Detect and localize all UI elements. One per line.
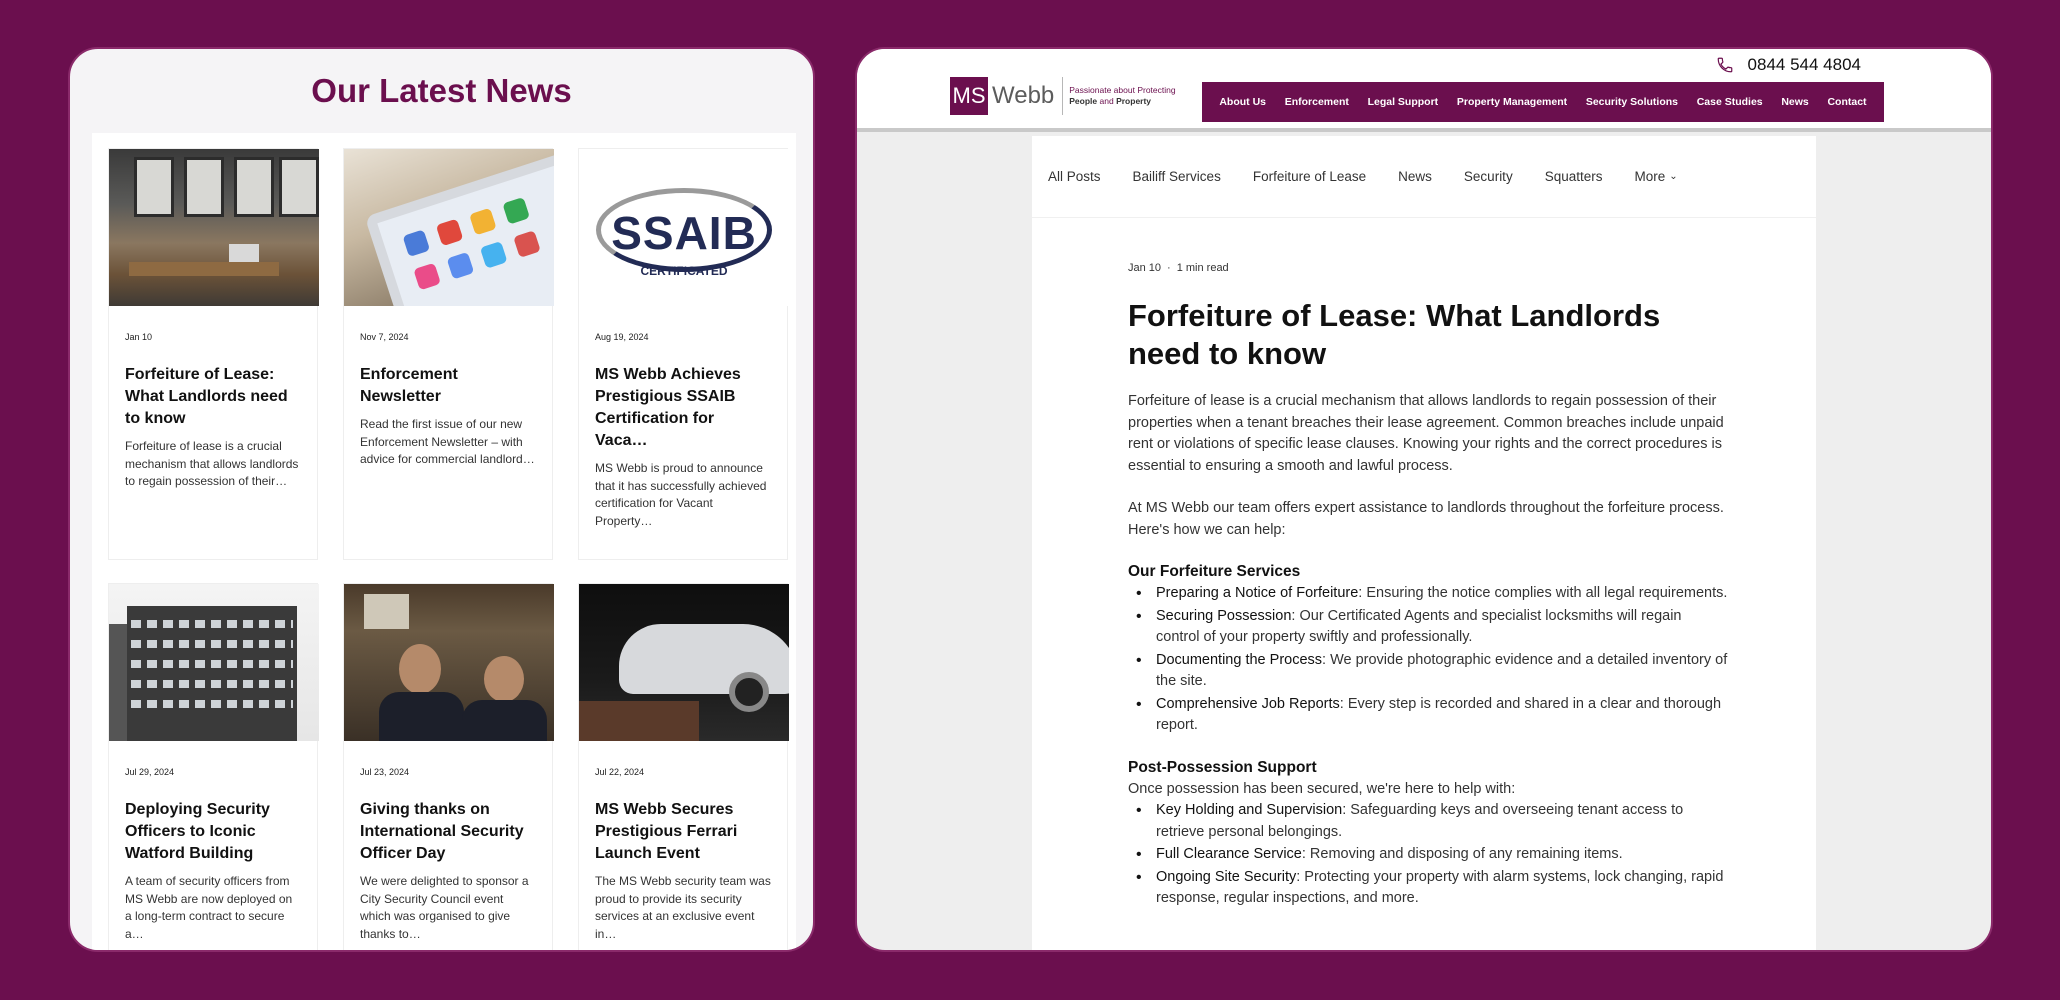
news-card-date: Jul 29, 2024	[125, 767, 175, 777]
tablet-newsletter-photo[interactable]	[344, 149, 554, 306]
news-card-date: Aug 19, 2024	[595, 332, 649, 342]
tagline-and: and	[1099, 96, 1114, 106]
list-item	[1128, 583, 1728, 605]
news-card-title[interactable]: Deploying Security Officers to Iconic Watford Building	[125, 801, 270, 862]
phone-number[interactable]: 0844 544 4804	[1747, 55, 1861, 74]
category-bar	[1032, 136, 1816, 218]
list-item	[1128, 867, 1728, 910]
logo-tagline	[1069, 85, 1175, 107]
office-photo[interactable]	[109, 149, 319, 306]
logo-divider	[1062, 77, 1063, 115]
news-card-date: Jul 22, 2024	[595, 767, 645, 777]
blog-post-panel	[855, 47, 1993, 952]
list-item-bold: Key Holding and Supervision	[1156, 802, 1343, 818]
news-card-excerpt: MS Webb is proud to announce that it has successfully achieved certification for Vacant Property…	[595, 461, 767, 528]
news-card-date: Jul 23, 2024	[360, 767, 410, 777]
news-card-excerpt: The MS Webb security team was proud to provide its security services at an exclusive event in…	[595, 874, 771, 941]
logo-tagline-line2	[1069, 96, 1175, 107]
section-heading-services: Our Forfeiture Services	[1128, 563, 1301, 580]
nav-news[interactable]: News	[1781, 96, 1809, 108]
tagline-people: People	[1069, 96, 1098, 106]
phone-icon	[1716, 56, 1734, 74]
news-card[interactable]	[343, 583, 553, 952]
post-help-paragraph: At MS Webb our team offers expert assistance to landlords throughout the forfeiture process. Here's how we can help:	[1128, 500, 1724, 538]
meta-separator: ·	[1167, 262, 1171, 274]
list-item-text: : Every step is recorded and shared in a clear and thorough report.	[1156, 695, 1722, 733]
latest-news-heading: Our Latest News	[311, 72, 572, 109]
list-item	[1128, 800, 1728, 843]
nav-contact[interactable]: Contact	[1827, 96, 1867, 108]
nav-case-studies[interactable]: Case Studies	[1696, 96, 1763, 108]
support-list	[1128, 800, 1728, 910]
news-card-title[interactable]: Giving thanks on International Security Officer Day	[360, 801, 524, 862]
news-card-title[interactable]: MS Webb Secures Prestigious Ferrari Launch Event	[595, 801, 738, 862]
ms-webb-logo[interactable]	[950, 77, 1176, 115]
list-item-text: : Removing and disposing of any remaining items.	[1301, 846, 1623, 862]
news-card[interactable]	[108, 583, 318, 952]
list-item-bold: Documenting the Process	[1156, 651, 1323, 668]
nav-legal-support[interactable]: Legal Support	[1367, 96, 1439, 108]
list-item	[1128, 606, 1728, 649]
list-item-text: : Ensuring the notice complies with all legal requirements.	[1358, 585, 1728, 601]
list-item-bold: Ongoing Site Security	[1156, 868, 1297, 885]
services-list	[1128, 583, 1728, 737]
news-card[interactable]	[343, 148, 553, 560]
list-item-bold: Securing Possession	[1156, 607, 1292, 624]
tagline-property: Property	[1116, 96, 1152, 106]
category-squatters[interactable]: Squatters	[1544, 169, 1603, 184]
blog-article	[1128, 262, 1728, 911]
chevron-down-icon: ⌄	[1669, 171, 1678, 182]
list-item-text: : Safeguarding keys and overseeing tenant access to retrieve personal belongings.	[1156, 802, 1684, 840]
logo-ms: MS	[950, 77, 988, 115]
logo-tagline-line1: Passionate about Protecting	[1069, 85, 1176, 95]
ssaib-certified-text: CERTIFICATED	[640, 263, 728, 278]
site-header	[857, 49, 1991, 132]
latest-news-panel	[68, 47, 815, 952]
list-item-bold: Comprehensive Job Reports	[1156, 695, 1340, 712]
news-card[interactable]	[108, 148, 318, 560]
list-item	[1128, 650, 1728, 693]
news-card-title[interactable]: Enforcement Newsletter	[360, 366, 458, 405]
category-forfeiture-of-lease[interactable]: Forfeiture of Lease	[1252, 169, 1367, 184]
post-meta	[1128, 262, 1728, 280]
list-item-text: : Our Certificated Agents and specialist locksmiths will regain control of your property swiftly and professionally.	[1156, 607, 1682, 645]
post-read-time: 1 min read	[1176, 262, 1229, 274]
news-card-date: Nov 7, 2024	[360, 332, 409, 342]
ssaib-logo[interactable]	[579, 149, 789, 306]
building-photo[interactable]	[109, 584, 319, 741]
list-item-text: : Protecting your property with alarm systems, lock changing, rapid response, regular inspections, and more.	[1156, 868, 1724, 906]
category-more-dropdown[interactable]	[1635, 169, 1678, 184]
post-possession-intro: Once possession has been secured, we're here to help with:	[1128, 780, 1516, 797]
news-card-excerpt: We were delighted to sponsor a City Security Council event which was organised to give thanks to…	[360, 874, 529, 941]
category-more-label: More	[1634, 169, 1666, 184]
list-item-text: : We provide photographic evidence and a detailed inventory of the site.	[1156, 651, 1728, 689]
news-card-date: Jan 10	[125, 332, 153, 342]
category-all-posts[interactable]: All Posts	[1048, 169, 1101, 184]
news-card-excerpt: A team of security officers from MS Webb are now deployed on a long-term contract to secure a…	[125, 874, 293, 941]
list-item	[1128, 844, 1728, 866]
list-item-bold: Preparing a Notice of Forfeiture	[1156, 585, 1359, 601]
event-photo[interactable]	[344, 584, 554, 741]
logo-webb: Webb	[992, 82, 1055, 109]
nav-about-us[interactable]: About Us	[1219, 96, 1267, 108]
post-title: Forfeiture of Lease: What Landlords need to know	[1128, 298, 1661, 371]
news-grid	[92, 133, 796, 952]
news-card-title[interactable]: Forfeiture of Lease: What Landlords need to know	[125, 366, 288, 427]
post-date: Jan 10	[1128, 262, 1162, 274]
list-item-bold: Full Clearance Service	[1156, 846, 1302, 862]
news-card[interactable]	[578, 583, 788, 952]
news-card-title[interactable]: MS Webb Achieves Prestigious SSAIB Certification for Vaca…	[595, 366, 741, 449]
ferrari-photo[interactable]	[579, 584, 789, 741]
nav-security-solutions[interactable]: Security Solutions	[1585, 96, 1679, 108]
category-bailiff-services[interactable]: Bailiff Services	[1132, 169, 1221, 184]
nav-property-management[interactable]: Property Management	[1456, 96, 1568, 108]
news-card[interactable]	[578, 148, 788, 560]
news-card-excerpt: Forfeiture of lease is a crucial mechanism that allows landlords to regain possession of their…	[125, 439, 299, 488]
category-security[interactable]: Security	[1463, 169, 1513, 184]
section-heading-post-possession: Post-Possession Support	[1128, 758, 1317, 776]
news-card-excerpt: Read the first issue of our new Enforcement Newsletter – with advice for commercial landlord…	[360, 417, 535, 466]
ssaib-logo-text: SSAIB	[611, 206, 757, 259]
nav-enforcement[interactable]: Enforcement	[1284, 96, 1349, 108]
post-intro-paragraph: Forfeiture of lease is a crucial mechanism that allows landlords to regain possession of their properties when a tenant breaches their lease agreement. Common breaches include unpaid rent or violations of specific lease clauses. Knowing your rights and the correct procedures is essential to ensuring a smooth and lawful process.	[1128, 393, 1724, 474]
main-navigation	[1202, 82, 1884, 122]
phone-contact[interactable]	[1716, 55, 1861, 75]
blog-content	[1032, 136, 1816, 952]
category-news[interactable]: News	[1398, 169, 1432, 184]
list-item	[1128, 694, 1728, 737]
